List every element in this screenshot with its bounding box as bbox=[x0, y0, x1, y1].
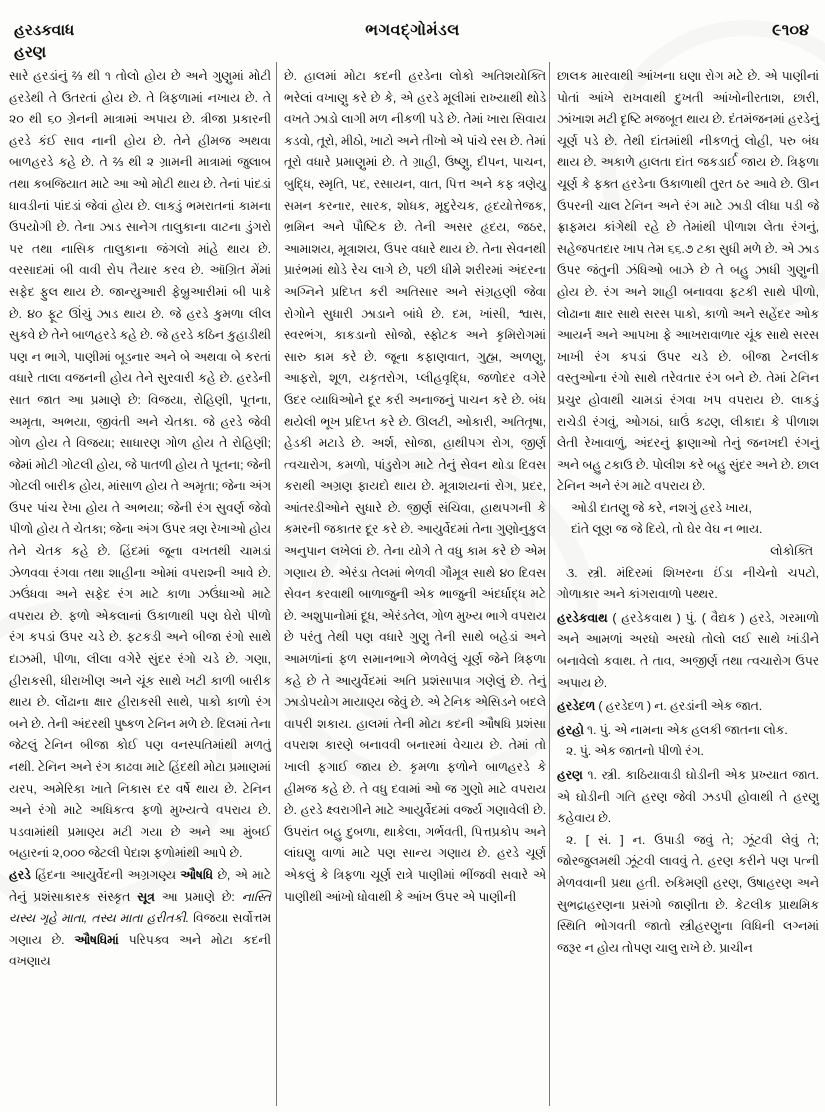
body-paragraph bbox=[9, 865, 271, 973]
sense-paragraph: ૨. [ સં. ] ન. ઉપાડી જવું તે; ઝૂંટવી લેવું તે; જોરજુલમથી ઝૂંટવી લાવવું તે. હરણ કરીને પણ પત્ની મેળવવાની પ્રથા હતી. રુકિમણી હરણ, ઉષાહરણ અને સુભદ્રાહરણના પ્રસંગો જાણીતા છે. કેટલીક પ્રાથમિક સ્થિતિ ભોગવતી જાતો સ્ત્રીહરણુના વિધિની લગ્નમાં જરૂર ન હોય તોપણ ચાલુ રાખે છે. પ્રાચીન bbox=[557, 832, 819, 955]
text-column-3 bbox=[557, 66, 819, 959]
verse-attribution: લોકોક્તિ bbox=[770, 544, 813, 559]
body-text: આ પ્રમાણે છે: bbox=[161, 889, 242, 904]
entry-headword: હરણ bbox=[557, 768, 583, 782]
dictionary-entry bbox=[557, 765, 819, 830]
emphasised-term: ઔષધિ bbox=[180, 867, 218, 882]
text-column-1 bbox=[9, 66, 271, 973]
sense-paragraph: ૩. સ્ત્રી. મંદિરમાં શિખરના ઈંડા નીચેનો ચપટો, ગોળાકાર અને કાંગરાવાળો પથ્થર. bbox=[557, 565, 819, 602]
book-title: ભગવદ્ગોમંડલ bbox=[365, 22, 460, 39]
body-paragraph: છાલક મારવાથી આંખના ઘણા રોગ મટે છે. એ પાણીનાં પોતાં આંખે રાખવાથી દુખતી આંખોનીરતાશ, છારી, ઝાંખાશ મટી દૃષ્ટિ મજબૂત થાય છે. દંતમંજનમાં હરડેનું ચૂર્ણ પડે છે. તેથી દાંતમાંથી નીકળતું લોહી, પરુ બંધ થાય છે. અકાળે હાલતા દાંત જકડાર્ઈ જાય છે. ત્રિફળા ચૂર્ણ કે ફક્ત હરડેના ઉકાળાથી તુરત ઠર આવે છે. ઊન ઉપરની ચાલ ટેનિન અને રંગ માટે ઝાડી લીધા પડી જે ફ્રાફમય કાંગેથી રહે છે તેમાંથી પીળાશ લેતા રંગનું, સહેજપતદાર ખાપ તેમ ૬૬.૭ ટકા સુધી મળે છે. એ ઝાડ ઉપર જંતુની ઝંધિઓ બાઝે છે તે બહુ ઝાધી ગુણુની હોય છે. રંગ અને શાહી બનાવવા ફટકી સાથે પીળો, લોઢાના ક્ષાર સાથે સરસ પાકો, કાળો અને સહેંદર ઓક આયર્ન અને આપખા ફે આખરાવાળાર ચૂંક સાથે સરસ ખાખી રંગ કપડાં ઉપર ચડે છે. બીજા ટેનલીક વસ્તુઓના રંગો સાથે તરેવતાર રંગ બને છે. તેમાં ટેનિન પ્રચુર હોવાથી ચામડાં રંગવા ખપ વપરાય છે. લાકડું રાચેડી રંગવું, ઓગઠાં, ઘાઉં કઢણ, લીકાદા કે પીળાશ લેતી રેખાવાળું, અંદરનું ફ્રાણાઓ તેનું જનખદી રંગનું અને બહુ ટકાઉ છે. પોલીશ કરે બહુ સુંદર અને છે. છાલ ટેનિન અને રંગ માટે વપરાય છે. bbox=[557, 69, 819, 494]
sense-paragraph: ૨. પું. એક જાતનો પીળો રંગ. bbox=[566, 744, 704, 759]
body-text: હિંદના આયુર્વેદની અગ્રગણ્ય bbox=[35, 867, 181, 882]
body-paragraph: છે. હાલમાં મોટા કદની હરડેના લોકો અતિશયોક્તિ ભરેલાં વખાણુ કરે છે કે, એ હરડે મૂલીમાં રાખ્યાથી થોડે વખતે ઝાડો લાગી મળ નીકળી પડે છે. તેમાં ખારા સિવાય કડવો, તૂરો, મીઠો, ખાટો અને તીખો એ પાંચે રસ છે. તેમાં તૂરો વધારે પ્રમાણુમાં છે. તે ગ્રાહી, ઉષ્ણુ, દીપન, પાચન, બુદ્ધિ, સ્મૃતિ, પદ, રસાયન, વાત, પિત્ત અને કફ ત્રણેયુ સમન કરનાર, સારક, શોધક, મૃદુરેચક, હૃદયોત્તેજક, ભ્રમિન અને પૌષ્ટિક છે. તેની અસર હૃદય, જઠર, આમાશય, મૂત્રાશય, ઉપર વધારે થાય છે. તેના સેવનથી પ્રારંભમાં થોડે રેચ લાગે છે, પછી ધીમે શરીરમાં અંદરના અગ્નિને પ્રદિપ્ત કરી અતિસાર અને સંગ્રહણી જેવા રોગોને સુધારી ઝાડાને બાંધે છે. દમ, ખાંસી, શ્વાસ, સ્વરભંગ, કાકડાનો સોજો, સ્ફોટક અને કૃમિરોગમાં સારુ કામ કરે છે. જૂના કફાણવાત, ગુહ્મ, અળણુ, આફરો, શૂળ, યકૃતરોગ, પ્લીહવૃદ્ધિ, જળોદર વગેરે ઉદર વ્યાધિઓને દૂર કરી અનાજનું પાચન કરે છે. બંધ થયેલી ભૂખ પ્રદિપ્ત કરે છે. ઊલટી, ઓકારી, અતિતૃષા, હેડકી મટાડે છે. અર્શ, સોજા, હાથીપગ રોગ, જીર્ણ ત્વચારોગ, કમળો, પાંડુરોગ માટે તેનું સેવન થોડા દિવસ કરાથી અગ્રણ ફાયદો થાય છે. મૂત્રાશયનાં રોગ, પ્રદર, આંતરડીઓને સુધારે છે. જીર્ણ સંચિવા, હાથપગની કે કમરની જકાતર દૂર કરે છે. આયુર્વેદમાં તેના ગુણોનુકુલ અનુપાન લખેલાં છે. તેના યોગે તે વધુ કામ કરે છે એમ ગણાય છે. એરંડા તેલમાં ભેળવી ગૌમૂત્ર સાથે ૪૦ દિવસ સેવન કરવાથી બાળાજુની એક ભાજુની અંદર્ધાદ્ધ મટે છે. અશુપાનોમાં દૂધ, એરંડતેલ, ગોળ મુખ્ય ભાગે વપરાય છે પરંતુ તેથી પણ વધારે ગુણુ તેની સાથે બહેડાં અને આમળાંનાં ફળ સમાનભાગે ભેળવેલું ચૂર્ણ જેને ત્રિફળા કહે છે તે આયુર્વેદમાં અતિ પ્રશંસાપાત્ર ગણેલું છે. તેનું ઝાડોપયોગ માયાણ્ય જેવું છે. એ ટેનિક એસિડને બદલે વાપરી શકાય. હાલમાં તેની મોટા કદની ઔષધિ પ્રશંસા વપરાશ કારણે બનાવવી બનારમાં વેચાય છે. તેમાં તો ખાલી ફગાઈ જાય છે. કૃમળા ફળોને બાળહરડે કે હીમજ કહે છે. તે વધુ દવામાં ઓ જ ગુણો માટે વપરાય છે. હરડે ક્ષ્વરાગીને માટે આયુર્વેદમાં વર્જ્ય ગણાવેલી છે. ઉપરાંત બહુ દુબળા, થાકેલા, ગર્ભવતી, પિત્તપ્રકોપ અને લાંઘણુ વાળાં માટે પણ સાન્ય ગણાય છે. હરડે ચૂર્ણ એકલું કે ત્રિફળા ચૂર્ણ રાત્રે પાણીમાં ભીંજવી સવારે એ પાણીથી આંખો ધોવાથી કે આંખ ઉપર એ પાણીની bbox=[284, 69, 546, 904]
verse-line: દાંતે લૂણ જ જે દિયે, તો ઘેર વેઘ ન ભાય. bbox=[571, 522, 763, 537]
entry-headword: હરહો bbox=[557, 722, 584, 737]
dictionary-entry bbox=[557, 720, 819, 742]
entry-headword: હરડેદળ bbox=[557, 699, 596, 714]
column-divider-right bbox=[549, 62, 550, 1106]
emphasised-term: ઔષધિમાં bbox=[74, 932, 129, 947]
dictionary-entry bbox=[557, 608, 819, 694]
sanskrit-quotation: નાસ્તિ યસ્ય ગૃહે માતા, તસ્ય માતા હરીતકી. bbox=[9, 889, 271, 926]
entry-definition: ૧. પું. એ નામના એક હલકી જાતના લોક. bbox=[583, 722, 788, 737]
header-running-headword-second: હરણ bbox=[14, 44, 46, 61]
emphasised-term: હરડે bbox=[9, 867, 36, 882]
emphasised-term: સૂત્ર bbox=[137, 889, 162, 904]
verse-line: ઓડી દાતણુ જે કરે, નશગું હરડે ખાય, bbox=[571, 500, 752, 515]
body-text: છે, એ માટે તેનું પ્રશંસાકારક સંસ્કૃત bbox=[9, 867, 271, 904]
dictionary-entry bbox=[557, 696, 819, 718]
body-text: પરિપક્વ અને મોટા કદની વખણાય bbox=[9, 932, 271, 969]
page-header bbox=[10, 20, 815, 66]
body-paragraph: સારે હરડાંનું ⅔ થી ૧ તોલો હોય છે અને ગુણુમાં મોટી હરડેથી તે ઉતરતાં હોય છે. તે ત્રિફળામાં નખાય છે. તે ૨૦ થી ૬૦ ગ્રેનની માત્રામાં અપાય છે. ત્રીજા પ્રકારની હરડે કંઈ સાવ નાની હોય છે. તેને હીમજ અથવા બાળહરડે કહે છે. તે ⅔ થી ૨ ગ્રામની માત્રામાં જુલાબ તથા કબજિયાત માટે આ ઓ મોટી થાય છે. તેનાં પાંદડાં ધાવડીનાં પાંદડાં જેવાં હોય છે. લાકડું ભમરાતનાં કામના ઉપયોગી છે. તેના ઝાડ સાનેગ તાલુકાના વાટના ડુંગરો પર તથા નાસિક તાલુકાના જંગલો માંહે થાય છે. વરસાદમાં બી વાવી રોપ તૈયાર કરવ છે. ઑગ્રિત મેંમાં સફેદ ફુલ થાય છે. જાન્યુઆરી ફેબ્રુઆરીમાં બી પાકે છે. ૪૦ ફૂટ ઊંચું ઝાડ થાય છે. જે હરડે કુમળા લીલ સુકવે છે તેને બાળહરડે કહે છે. જે હરડે કઠિન કુહાડીથી પણ ન ભાગે, પાણીમાં બૂડનાર અને બે અથવા બે કરતાં વધારે તાલા વજનની હોય તેને સુરવારી કહે છે. હરડેની સાત જાત આ પ્રમાણે છે: વિજયા, રોહિણી, પૂતના, અમૃતા, અભયા, જીવંતી અને ચેતકા. જે હરડે જેવી ગોળ હોય તે વિજયા; સાધારણ ગોળ હોય તે રોહિણી; જેમાં મોટી ગોટલી હોય, જે પાતળી હોય તે પૂતના; જેની ગોટલી બારીક હોય, માંસાળ હોય તે અમૃતા; જેના અંગ ઉપર પાંચ રેખા હોય તે અભયા; જેની રંગ સુવર્ણ જેવો પીળો હોય તે ચેતકા; જેના અંગ ઉપર ત્રણ રેખાઓ હોય તેને ચેતક કહે છે. હિંદમાં જૂના વખતથી ચામડાં ઝેળવવા રંગવા તથા શાહીના ઓમાં વપરાશ્ની આવે છે. ઝઉંધવા અને સફેદ રંગ માટે કાળા ઝઉંધાઓ માટે વપરાય છે. ફળો એકલાનાં ઉકાળાથી પણ ઘેરો પીળો રંગ કપડાં ઉપર ચડે છે. ફટકડી અને બીજા રંગો સાથે દાઝમી, પીળા, લીલા વગેરે સુંદર રંગો ચડે છે. ગણા, હીરાકસી, ધીરાખીણ અને ચૂંક સાથે ખટી કાળી બારીક થાય છે. લોંઢાના ક્ષાર હીરાકસી સાથે, પાકો કાળો રંગ બને છે. તેની અંદરથી પુષ્કળ ટેનિન મળે છે. દિલમાં તેના જેટલું ટેનિન બીજા કોઈ પણ વનસ્પતિમાંથી મળતું નથી. ટેનિન અને રંગ કાઢવા માટે હિંદથી મોટા પ્રમાણમાં યરપ, અમેરિકા ખાતે નિકાસ દર વર્ષે થાય છે. ટેનિન અને રંગો માટે અધિકત્વ ફળો મુખ્યત્વે વપરાય છે. પડવામાંથી પ્રમાણ્ય મટી ગયા છે અને આ મુંબઈ બહારનાં ૨,૦૦૦ જેટલી પેદાશ ફળોમાંથી આપે છે. bbox=[9, 69, 271, 861]
entry-definition: ( હરડેકવાથ ) પું. ( વૈદ્યક ) હરડે, ગરમાળો અને આમળાં અરધો અરધો તોલો લઈ સાથે ખાંડીને બનાવેલો કવાથ. તે તાવ, અજીર્ણ તથા ત્વચારોગ ઉપર અપાય છે. bbox=[557, 610, 819, 690]
entry-definition: ૧. સ્ત્રી. કાઠિયાવાડી ઘોડીની એક પ્રખ્યાત જાત. એ ઘોડીની ગતિ હરણ જેવી ઝડપી હોવાથી તે હરણુ કહેવાય છે. bbox=[557, 768, 819, 826]
text-column-2 bbox=[284, 66, 546, 908]
header-running-headword-first: હરડકવાધ bbox=[14, 22, 75, 39]
column-divider-left bbox=[276, 62, 277, 1106]
entry-headword: હરડેકવાથ bbox=[557, 610, 608, 625]
body-text: વિજયા સર્વોત્તમ ગણાય છે. bbox=[9, 911, 271, 947]
entry-definition: ( હરડેદળ ) ન. હરડાંની એક જાત. bbox=[595, 699, 763, 714]
page-number: ૯૧૦૪ bbox=[772, 22, 809, 39]
